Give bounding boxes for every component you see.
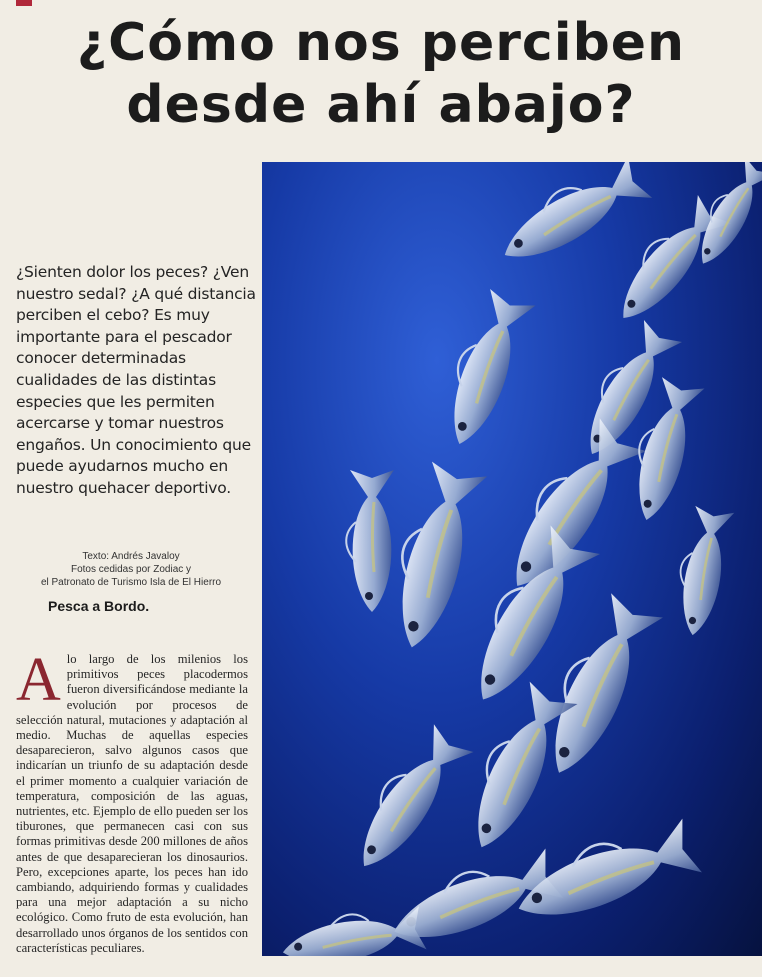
section-label: Pesca a Bordo.: [48, 598, 150, 614]
intro-paragraph: ¿Sienten dolor los peces? ¿Ven nuestro sedal? ¿A qué distancia perciben el cebo? Es muy importante para el pescador conocer determinadas cualidades de las distintas especies que les permiten acercarse y tomar nuestros engaños. Un conocimiento que puede ayudarnos mucho en nuestro quehacer deportivo.: [16, 263, 256, 497]
headline: [0, 12, 762, 136]
drop-cap: A: [16, 646, 61, 714]
fish-shape: [491, 162, 653, 276]
corner-mark: [16, 0, 32, 6]
body-paragraph: lo largo de los milenios los primitivos peces placodermos fueron diversificándose mediante la evolución por procesos de selección natural, mutaciones y adaptación al medio. Muchas de aquellas especies desaparecieron, salvo algunos casos que indicarían un triunfo de su adaptación desde el primer momento a cualquier variación de temperatura, composición de las aguas, nutrientes, etc. Ejemplo de ello pueden ser los tiburones, que permanecen casi con sus formas primitivas desde 200 millones de años antes de que desaparecieran los dinosaurios. Pero, excepciones aparte, los peces han ido cambiando, adquiriendo formas y cualidades para una mejor adaptación a su nicho ecológico. Como fruto de esta evolución, han desarrollado unos órganos de los sentidos con características peculiares.: [16, 652, 248, 955]
fish-school-photo: [262, 162, 762, 956]
fish-shape: [379, 460, 487, 654]
credit-patronato: el Patronato de Turismo Isla de El Hierro: [40, 577, 222, 588]
fish-shape: [278, 902, 426, 956]
fish-shape: [346, 470, 394, 612]
fish-shape: [670, 505, 735, 638]
credit-text-author: Texto: Andrés Javaloy: [82, 551, 180, 562]
body-text: [16, 646, 248, 956]
fish-shape: [490, 415, 647, 602]
credit-photos: Fotos cedidas por Zodiac y: [70, 564, 192, 575]
fish-school-illustration: [262, 162, 762, 956]
fish-shape: [341, 722, 474, 880]
fish-shape: [604, 193, 732, 332]
credits: [0, 550, 262, 589]
headline-line-1: ¿Cómo nos perciben: [76, 13, 686, 73]
headline-line-2: desde ahí abajo?: [126, 75, 636, 135]
fish-shape: [433, 288, 536, 453]
